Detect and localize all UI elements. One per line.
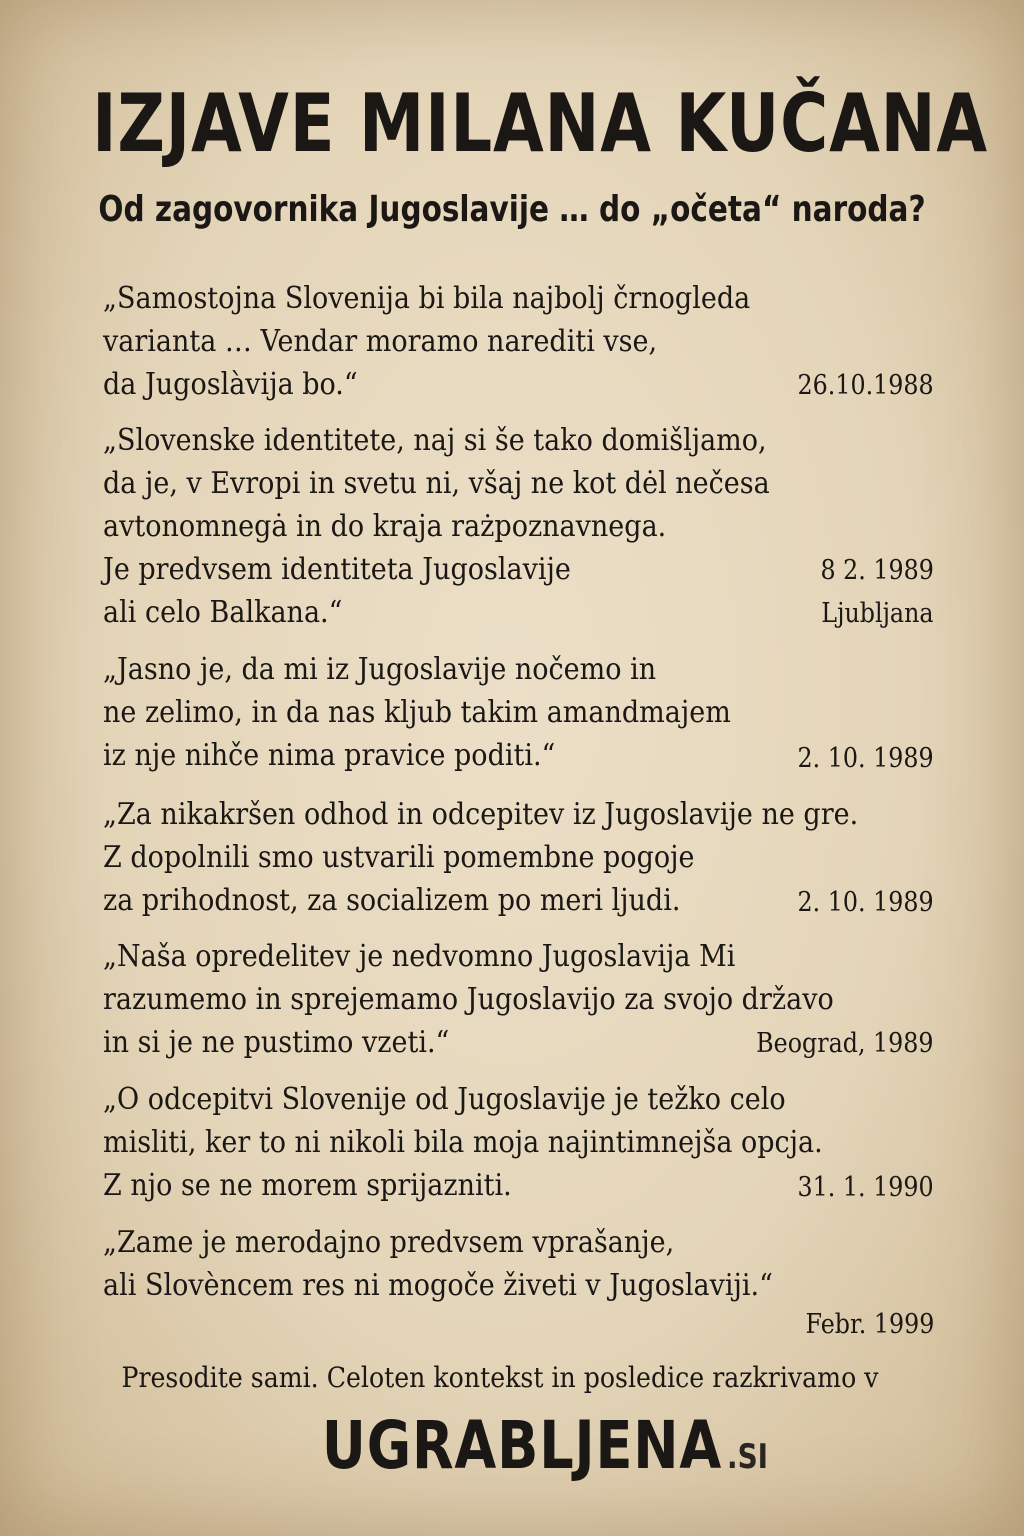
quote-4-date: 2. 10. 1989 bbox=[797, 887, 934, 918]
quote-6-date: 31. 1. 1990 bbox=[797, 1172, 934, 1203]
quote-3-date: 2. 10. 1989 bbox=[797, 743, 934, 774]
quote-line: „O odcepitvi Slovenije od Jugoslavije je težko celo bbox=[103, 1082, 786, 1117]
quote-line: za prihodnost, za socializem po meri ljudi. bbox=[103, 883, 681, 918]
quote-line: Z dopolnili smo ustvarili pomembne pogoje bbox=[103, 840, 695, 875]
quote-line: „Zame je merodajno predvsem vprašanje, bbox=[103, 1225, 675, 1260]
quote-line: in si je ne pustimo vzeti.“ bbox=[103, 1025, 450, 1060]
brand-logo[interactable] bbox=[98, 1406, 992, 1497]
quote-line: Je predvsem identiteta Jugoslavije bbox=[103, 552, 571, 587]
page-subtitle: Od zagovornika Jugoslavije … do „očeta“ naroda? bbox=[98, 189, 926, 230]
quote-2-place: Ljubljana bbox=[821, 598, 934, 629]
quote-line: Z njo se ne morem sprijazniti. bbox=[103, 1168, 512, 1203]
quote-line: misliti, ker to ni nikoli bila moja najintimnejša opcja. bbox=[103, 1125, 823, 1160]
quote-7-date: Febr. 1999 bbox=[805, 1309, 934, 1340]
quote-line: iz nje nihče nima pravice poditi.“ bbox=[103, 738, 556, 773]
brand-tld: .SI bbox=[727, 1437, 769, 1477]
quote-2 bbox=[103, 419, 943, 634]
quote-line: avtonomnegȧ in do kraja rażpoznavnega. bbox=[103, 509, 667, 544]
brand-name: UGRABLJENA bbox=[321, 1407, 723, 1484]
quote-1-date: 26.10.1988 bbox=[797, 370, 934, 401]
quote-line: razumemo in sprejemamo Jugoslavijo za svojo državo bbox=[103, 982, 834, 1017]
quote-line: „Za nikakršen odhod in odcepitev iz Jugoslavije ne gre. bbox=[103, 797, 859, 832]
quote-line: da Jugoslàvija bo.“ bbox=[103, 367, 358, 402]
quote-7 bbox=[103, 1221, 943, 1307]
quote-5-date: Beograd, 1989 bbox=[756, 1028, 934, 1059]
quote-line: „Slovenske identitete, naj si še tako domišljamo, bbox=[103, 423, 767, 458]
quote-line: da je, v Evropi in svetu ni, všaj ne kot dėl nečesa bbox=[103, 466, 770, 501]
page-title: IZJAVE MILANA KUČANA bbox=[92, 77, 988, 170]
quote-line: „Samostojna Slovenija bi bila najbolj črnogleda bbox=[103, 281, 751, 316]
quote-line: ne zelimo, in da nas kljub takim amandmajem bbox=[103, 695, 731, 730]
quote-2-date: 8 2. 1989 bbox=[820, 555, 934, 586]
quote-line: ali Slovèncem res ni mogoče živeti v Jugoslaviji.“ bbox=[103, 1268, 773, 1303]
footer-text: Presodite sami. Celoten kontekst in posledice razkrivamo v bbox=[121, 1361, 879, 1394]
quote-line: „Naša opredelitev je nedvomno Jugoslavija Mi bbox=[103, 939, 736, 974]
quote-line: ali celo Balkana.“ bbox=[103, 595, 343, 630]
quote-line: „Jasno je, da mi iz Jugoslavije nočemo in bbox=[103, 652, 657, 687]
quote-line: varianta … Vendar moramo narediti vse, bbox=[103, 324, 658, 359]
